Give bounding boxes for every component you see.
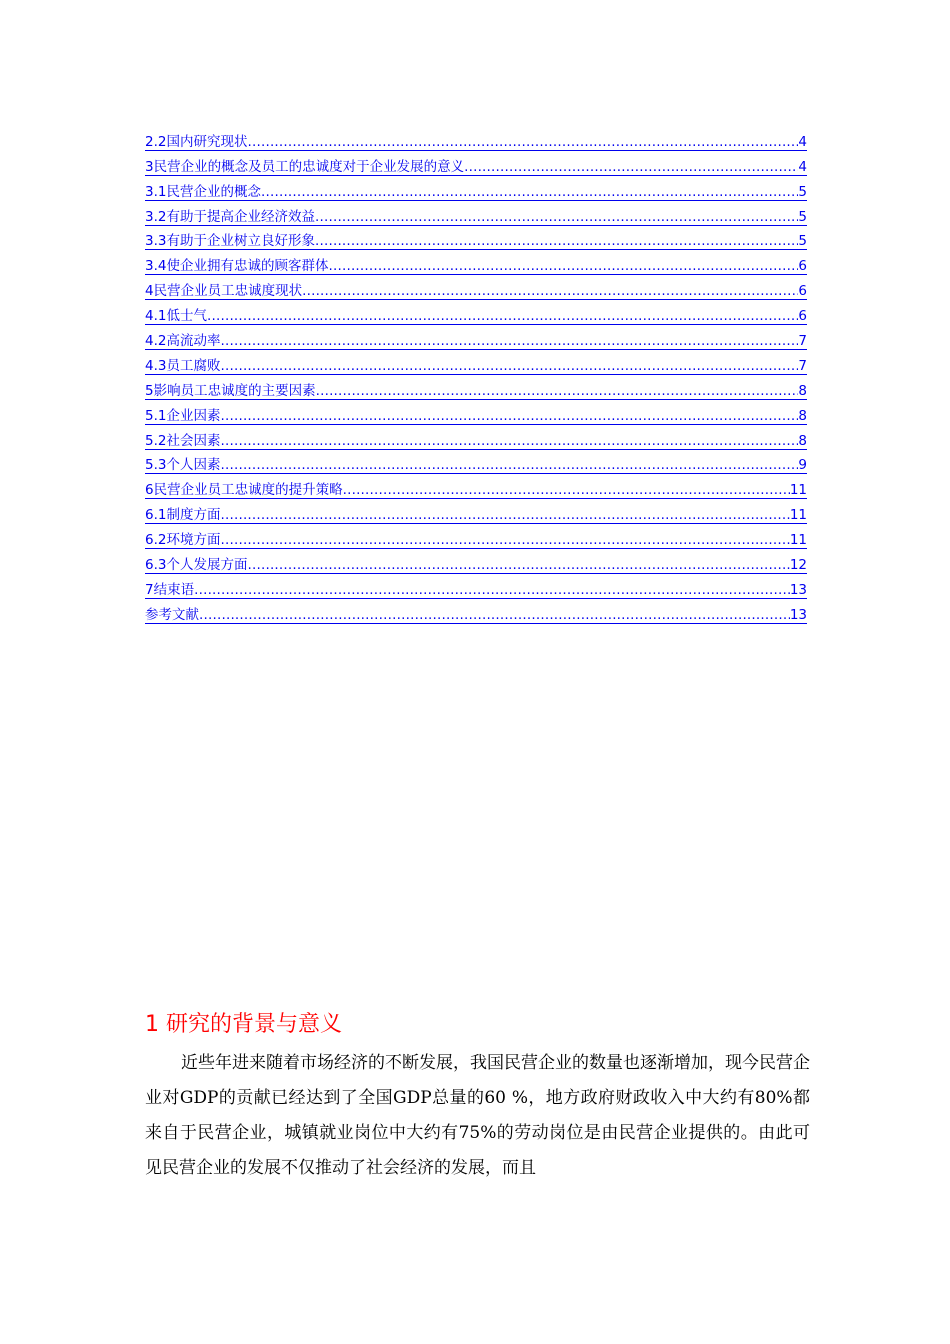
toc-dot-leader: [220, 507, 789, 524]
toc-entry-5[interactable]: [145, 375, 807, 400]
toc-dot-leader: [220, 333, 798, 350]
toc-entry-page: 5: [798, 233, 807, 250]
toc-entry-page: 12: [789, 557, 807, 574]
toc-entry-label: 2.2国内研究现状: [145, 133, 248, 150]
toc-entry-label: 4民营企业员工忠诚度现状: [145, 283, 303, 300]
toc-entry-label: 6民营企业员工忠诚度的提升策略: [145, 482, 343, 499]
toc-entry-5-1[interactable]: [145, 400, 807, 425]
toc-entry-3-2[interactable]: [145, 201, 807, 226]
toc-dot-leader: [247, 557, 789, 574]
toc-entry-label: 4.2高流动率: [145, 333, 221, 350]
toc-entry-page: 11: [789, 507, 807, 524]
toc-dot-leader: [328, 258, 798, 275]
toc-entry-label: 3.1民营企业的概念: [145, 183, 261, 200]
section-heading: 1 研究的背景与意义: [145, 1012, 342, 1037]
toc-dot-leader: [343, 482, 790, 499]
toc-entry-label: 6.2环境方面: [145, 532, 221, 549]
toc-entry-label: 5.1企业因素: [145, 407, 221, 424]
toc-entry-label: 5.3个人因素: [145, 457, 221, 474]
toc-dot-leader: [194, 582, 790, 599]
toc-entry-6-3[interactable]: [145, 549, 807, 574]
toc-entry-label: 5影响员工忠诚度的主要因素: [145, 382, 316, 399]
toc-dot-leader: [316, 383, 799, 400]
toc-entry-page: 8: [798, 432, 807, 449]
toc-entry-6-1[interactable]: [145, 499, 807, 524]
toc-entry-page: 8: [798, 382, 807, 399]
toc-entry-3[interactable]: [145, 151, 807, 176]
toc-entry-page: 13: [789, 606, 807, 623]
toc-entry-label: 3.3有助于企业树立良好形象: [145, 233, 315, 250]
toc-dot-leader: [207, 308, 798, 325]
toc-entry-page: 11: [789, 532, 807, 549]
toc-dot-leader: [315, 209, 798, 226]
toc-entry-5-3[interactable]: [145, 450, 807, 475]
toc-entry-page: 5: [798, 208, 807, 225]
toc-entry-label: 4.1低士气: [145, 308, 207, 325]
toc-dot-leader: [261, 184, 798, 201]
toc-entry-page: 6: [798, 283, 807, 300]
body-paragraph: 近些年进来随着市场经济的不断发展，我国民营企业的数量也逐渐增加，现今民营企业对GDP的贡献已经达到了全国GDP总量的60 %，地方政府财政收入中大约有80%都来自于民营企业，城镇就业岗位中大约有75%的劳动岗位是由民营企业提供的。由此可见民营企业的发展不仅推动了社会经济的发展，而且: [145, 1053, 810, 1178]
toc-entry-4[interactable]: [145, 275, 807, 300]
toc-entry-page: 7: [798, 357, 807, 374]
toc-entry-4-2[interactable]: [145, 325, 807, 350]
toc-dot-leader: [302, 283, 798, 300]
toc-dot-leader: [220, 358, 798, 375]
toc-dot-leader: [247, 134, 798, 151]
toc-entry-6-2[interactable]: [145, 524, 807, 549]
toc-dot-leader: [220, 433, 798, 450]
toc-entry-7[interactable]: [145, 574, 807, 599]
toc-entry-label: 7结束语: [145, 581, 195, 598]
toc-entry-page: 5: [798, 183, 807, 200]
toc-entry-label: 3.4使企业拥有忠诚的顾客群体: [145, 258, 329, 275]
toc-entry-page: 4: [798, 133, 807, 150]
toc-entry-label: 3民营企业的概念及员工的忠诚度对于企业发展的意义: [145, 158, 465, 175]
toc-entry-label: 6.3个人发展方面: [145, 557, 248, 574]
toc-entry-label: 5.2社会因素: [145, 432, 221, 449]
toc-entry-page: 9: [798, 457, 807, 474]
toc-entry-3-1[interactable]: [145, 176, 807, 201]
toc-entry-4-1[interactable]: [145, 300, 807, 325]
toc-dot-leader: [220, 457, 798, 474]
toc-dot-leader: [220, 532, 789, 549]
toc-entry-page: 4: [798, 158, 807, 175]
toc-entry-page: 13: [789, 581, 807, 598]
toc-entry-page: 11: [789, 482, 807, 499]
toc-entry-2-2[interactable]: [145, 126, 807, 151]
toc-dot-leader: [315, 233, 798, 250]
toc-dot-leader: [464, 159, 798, 176]
toc-entry-page: 8: [798, 407, 807, 424]
toc-entry-references[interactable]: [145, 599, 807, 624]
toc-dot-leader: [220, 408, 798, 425]
toc-entry-4-3[interactable]: [145, 350, 807, 375]
toc-entry-label: 参考文献: [145, 606, 199, 623]
toc-entry-label: 4.3员工腐败: [145, 357, 221, 374]
table-of-contents: [145, 126, 807, 624]
toc-entry-3-3[interactable]: [145, 226, 807, 251]
toc-entry-6[interactable]: [145, 474, 807, 499]
toc-entry-page: 6: [798, 308, 807, 325]
toc-entry-label: 6.1制度方面: [145, 507, 221, 524]
toc-entry-page: 7: [798, 333, 807, 350]
toc-dot-leader: [199, 607, 790, 624]
toc-entry-3-4[interactable]: [145, 250, 807, 275]
toc-entry-page: 6: [798, 258, 807, 275]
toc-entry-5-2[interactable]: [145, 425, 807, 450]
toc-entry-label: 3.2有助于提高企业经济效益: [145, 208, 315, 225]
